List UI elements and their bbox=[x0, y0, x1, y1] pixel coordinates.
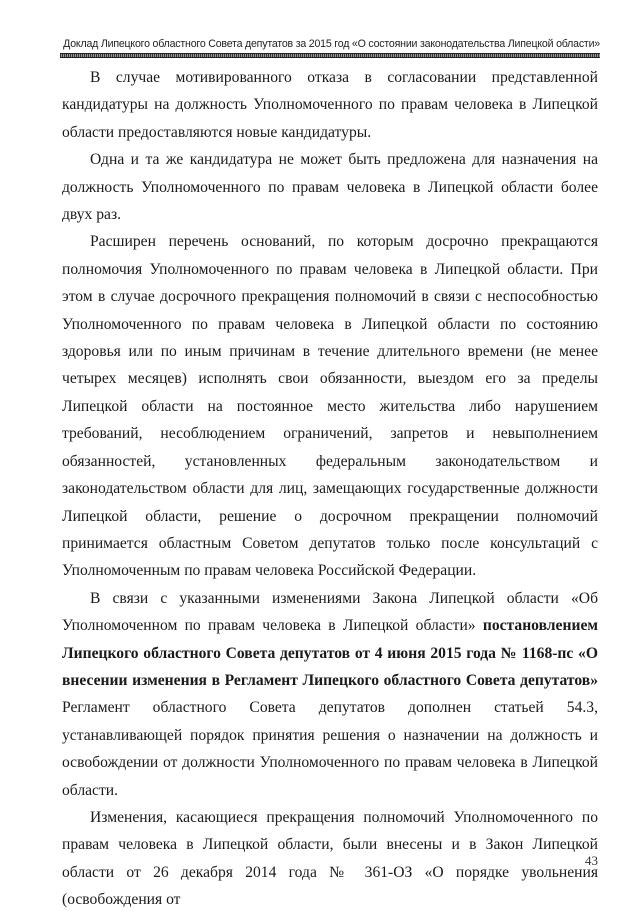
paragraph-regulation-amendment bbox=[62, 585, 598, 804]
header-divider bbox=[60, 53, 600, 58]
paragraph-law-changes: Изменения, касающиеся прекращения полномочий Уполномоченного по правам человека в Липецкой области, были внесены и в Закон Липецкой области от 26 декабря 2014 года № 361-ОЗ «О порядке увольнения (освобождения от bbox=[62, 808, 598, 909]
paragraph-rejected-candidate: В случае мотивированного отказа в согласовании представленной кандидатуры на должность Уполномоченного по правам человека в Липецкой области предоставляются новые кандидатуры. bbox=[62, 69, 598, 141]
paragraph-regulation-amendment-start: В связи с указанными изменениями Закона Липецкой области «Об Уполномоченном по правам человека в Липецкой области» bbox=[62, 589, 598, 635]
running-header: Доклад Липецкого областного Совета депутатов за 2015 год «О состоянии законодательства Липецкой области» bbox=[63, 38, 600, 50]
page-number: 43 bbox=[585, 853, 598, 868]
paragraph-termination-grounds: Расширен перечень оснований, по которым досрочно прекращаются полномочия Уполномоченного по правам человека в Липецкой области. При этом в случае досрочного прекращения полномочий в связи с неспособностью Уполномоченного по правам человека в Липецкой области по состоянию здоровья или по иным причинам в течение длительного времени (не менее четырех месяцев) исполнять свои обязанности, выездом его за пределы Липецкой области на постоянное место жительства либо нарушением требований, несоблюдением ограничений, запретов и невыполнением обязанностей, установленных федеральным законодательством и законодательством области для лиц, замещающих государственные должности Липецкой области, решение о досрочном прекращении полномочий принимается областным Советом депутатов только после консультаций с Уполномоченным по правам человека Российской Федерации. bbox=[62, 233, 598, 580]
resolution-reference: постановлением Липецкого областного Совета депутатов от 4 июня 2015 года № 1168-пс «О внесении изменения в Регламент Липецкого областного Совета депутатов» bbox=[62, 617, 598, 689]
paragraph-candidate-limit: Одна и та же кандидатура не может быть предложена для назначения на должность Уполномоченного по правам человека в Липецкой области более двух раз. bbox=[62, 151, 598, 224]
page-body bbox=[62, 64, 598, 914]
paragraph-regulation-amendment-end: Регламент областного Совета депутатов дополнен статьей 54.3, устанавливающей порядок принятия решения о назначении на должность и освобождении от должности Уполномоченного по правам человека в Липецкой области. bbox=[62, 699, 598, 799]
